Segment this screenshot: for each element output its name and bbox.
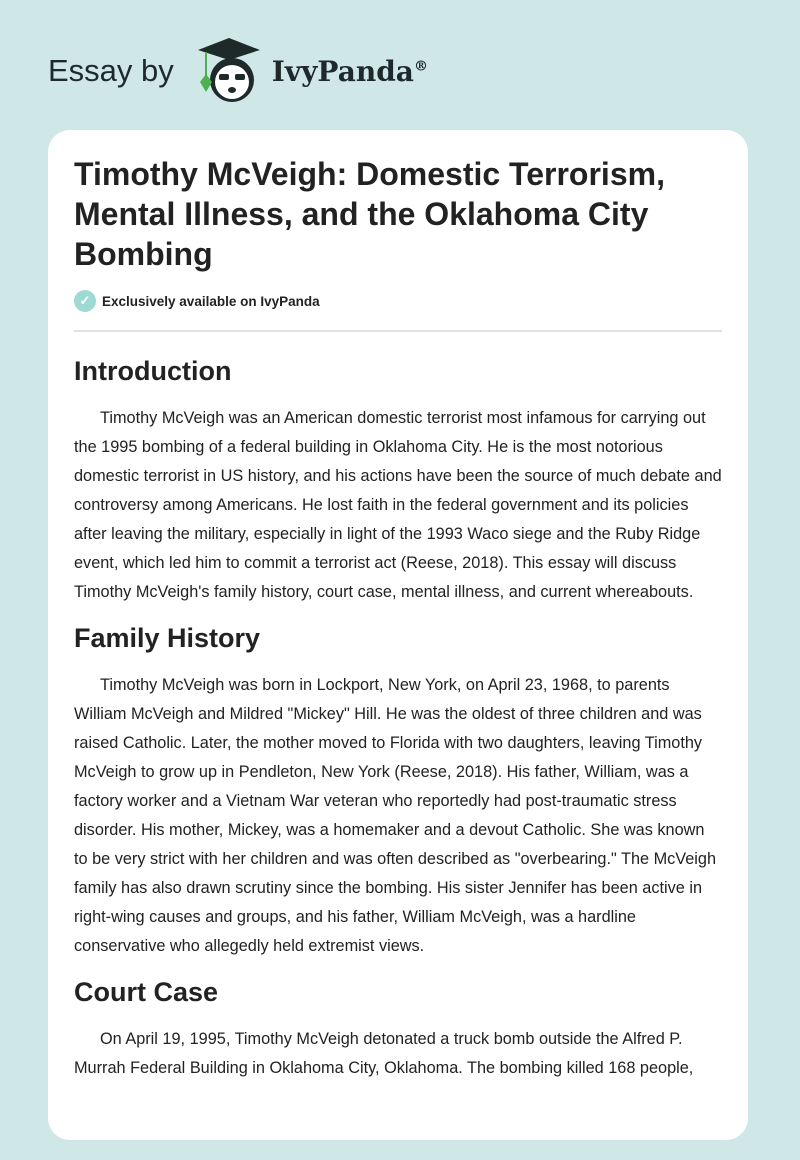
essay-by-label: Essay by — [48, 53, 174, 88]
section-heading: Court Case — [74, 977, 219, 1007]
essay-title: Timothy McVeigh: Domestic Terrorism, Mental Illness, and the Oklahoma City Bombing — [74, 156, 665, 272]
site-header — [48, 36, 428, 106]
brand-name — [272, 55, 428, 88]
section-paragraph: On April 19, 1995, Timothy McVeigh detonated a truck bomb outside the Alfred P. Murrah Federal Building in Oklahoma City, Oklahoma. The bombing killed 168 people, — [74, 1030, 694, 1077]
exclusive-badge-text: Exclusively available on IvyPanda — [102, 293, 320, 309]
exclusive-badge — [74, 290, 722, 312]
section-paragraph: Timothy McVeigh was an American domestic terrorist most infamous for carrying out the 1995 bombing of a federal building in Oklahoma City. He is the most notorious domestic terrorist in US history, and his actions have been the source of much debate and controversy among Americans. He lost faith in the federal government and its policies after leaving the military, especially in light of the 1993 Waco siege and the Ruby Ridge event, which led him to commit a terrorist act (Reese, 2018). This essay will discuss Timothy McVeigh's family history, court case, mental illness, and current whereabouts. — [74, 409, 722, 601]
divider — [74, 330, 722, 332]
essay-card — [48, 130, 748, 1140]
registered-mark: ® — [413, 58, 428, 75]
panda-logo-icon[interactable] — [194, 36, 264, 106]
check-circle-icon: ✓ — [74, 290, 96, 312]
section-paragraph: Timothy McVeigh was born in Lockport, New York, on April 23, 1968, to parents William McVeigh and Mildred "Mickey" Hill. He was the oldest of three children and was raised Catholic. Later, the mother moved to Florida with two daughters, leaving Timothy McVeigh to grow up in Pendleton, New York (Reese, 2018). His father, William, was a factory worker and a Vietnam War veteran who reportedly had post-traumatic stress disorder. His mother, Mickey, was a homemaker and a devout Catholic. She was known to be very strict with her children and was often described as "overbearing." The McVeigh family has also drawn scrutiny since the bombing. His sister Jennifer has been active in right-wing causes and groups, and his father, William McVeigh, was a hardline conservative who allegedly held extremist views. — [74, 676, 717, 955]
section-heading: Family History — [74, 623, 261, 653]
section-heading: Introduction — [74, 356, 232, 386]
brand-text: IvyPanda — [271, 54, 414, 88]
